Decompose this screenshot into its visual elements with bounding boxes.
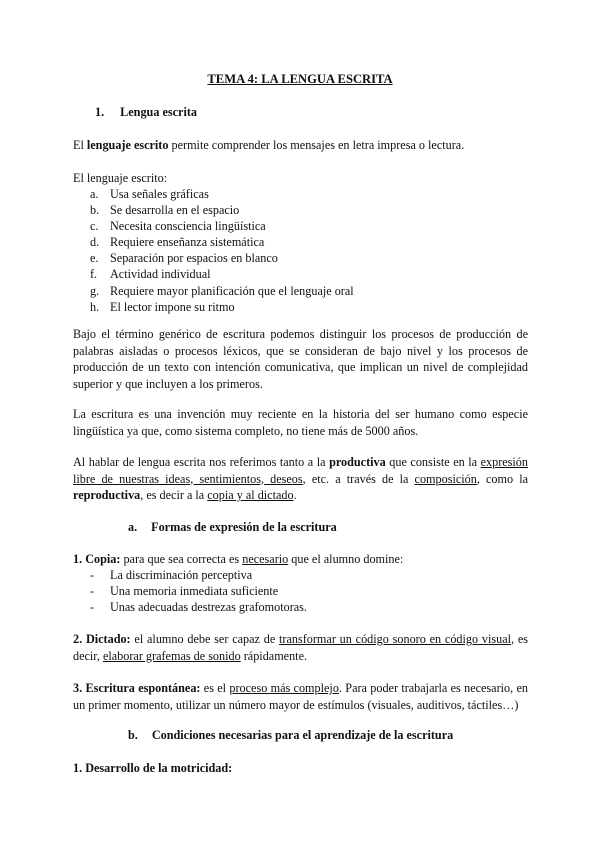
- list-item: [90, 186, 510, 202]
- list-marker: g.: [90, 283, 100, 298]
- heading-motricidad: 1. Desarrollo de la motricidad:: [73, 761, 233, 775]
- list-text: Necesita consciencia lingüística: [110, 219, 266, 234]
- list-text: El lector impone su ritmo: [110, 299, 235, 314]
- text-run: El: [73, 138, 87, 152]
- list-marker: c.: [90, 219, 99, 234]
- list-text: Separación por espacios en blanco: [110, 251, 278, 266]
- list-text: Actividad individual: [110, 267, 211, 282]
- list-text: Usa señales gráficas: [110, 187, 209, 201]
- subsection-heading-a: [128, 519, 337, 536]
- text-run: .: [293, 488, 297, 502]
- section-heading-1: [95, 104, 197, 121]
- list-text: Se desarrolla en el espacio: [110, 203, 240, 218]
- list-marker: b.: [90, 203, 100, 218]
- text-run: es el: [200, 681, 230, 695]
- list-text: Una memoria inmediata suficiente: [110, 584, 279, 598]
- copia-list: [90, 567, 510, 615]
- subsection-heading-b: [128, 727, 453, 744]
- list-marker: f.: [90, 267, 98, 282]
- underlined-term: expresión libre de nuestras ideas, sentimientos, deseos: [73, 455, 528, 486]
- text-run: para que sea correcta es: [120, 552, 243, 566]
- subsection-title: Condiciones necesarias para el aprendizaje de la escritura: [151, 728, 454, 742]
- section-title: Lengua escrita: [120, 105, 197, 119]
- subsection-title: Formas de expresión de la escritura: [151, 520, 337, 534]
- list-item: [90, 218, 510, 234]
- list-marker: e.: [90, 251, 99, 266]
- paragraph-procesos: Bajo el término genérico de escritura podemos distinguir los procesos de producción de palabras aisladas o procesos léxicos, que se consideran de bajo nivel y los procesos de producción de un texto con intención comunicativa, que implican un nivel de complejidad superior y que incluyen a los primeros.: [73, 327, 528, 391]
- list-item: [90, 567, 510, 583]
- text-run: que consiste en la: [385, 455, 481, 469]
- text-run: , es decir a la: [140, 488, 208, 502]
- bold-label: 2. Dictado:: [73, 632, 131, 646]
- underlined-term: transformar un código sonoro en código visual: [279, 632, 511, 646]
- list-text: Unas adecuadas destrezas grafomotoras.: [110, 600, 307, 614]
- paragraph-copia: [73, 551, 528, 568]
- underlined-term: copia y al dictado: [207, 488, 294, 502]
- paragraph-invencion: La escritura es una invención muy reciente en la historia del ser humano como especie lingüística ya que, como sistema completo, no tiene más de 5000 años.: [73, 407, 528, 438]
- list-marker: d.: [90, 235, 100, 250]
- list-item: [90, 583, 510, 599]
- list-text: Requiere mayor planificación que el lenguaje oral: [110, 283, 354, 298]
- paragraph-dictado: [73, 631, 528, 664]
- list-item: [90, 299, 510, 315]
- list-marker: -: [90, 600, 95, 614]
- list-item: [90, 266, 510, 282]
- list-item: [90, 250, 510, 266]
- list-item: [90, 234, 510, 250]
- text-run: . Para poder trabajarla es necesario, en un primer momento, utilizar un número mayor de estímulos (visuales, auditivos, táctiles…): [73, 681, 528, 712]
- list-marker: h.: [90, 299, 100, 314]
- underlined-term: composición: [414, 471, 477, 486]
- bold-term: lenguaje escrito: [86, 138, 169, 152]
- list-item: [90, 599, 510, 615]
- text-run: permite comprender los mensajes en letra impresa o lectura.: [168, 138, 465, 152]
- list-item: [90, 283, 510, 299]
- text-run: el alumno debe ser capaz de: [130, 632, 280, 646]
- subsection-marker: b.: [128, 728, 138, 742]
- paragraph-espontanea: [73, 680, 528, 713]
- paragraph-definition: [73, 137, 528, 154]
- page-title: TEMA 4: LA LENGUA ESCRITA: [207, 72, 393, 86]
- underlined-term: proceso más complejo: [229, 681, 339, 695]
- underlined-term: elaborar grafemas de sonido: [102, 648, 241, 663]
- features-list: [90, 186, 510, 315]
- text-run: rápidamente.: [240, 648, 308, 663]
- list-marker: a.: [90, 187, 99, 201]
- list-text: Requiere enseñanza sistemática: [110, 235, 265, 250]
- section-number: 1.: [95, 105, 105, 119]
- list-intro: El lenguaje escrito:: [73, 171, 168, 185]
- text-run: que el alumno domine:: [288, 552, 404, 566]
- bold-label: 1. Copia:: [73, 552, 121, 566]
- list-text: La discriminación perceptiva: [110, 568, 253, 582]
- list-marker: -: [90, 584, 95, 598]
- text-run: Al hablar de lengua escrita nos referimos tanto a la: [73, 455, 330, 469]
- text-run: , como la: [476, 471, 529, 486]
- bold-label: 3. Escritura espontánea:: [73, 681, 201, 695]
- subsection-marker: a.: [128, 520, 138, 534]
- underlined-term: necesario: [242, 552, 289, 566]
- paragraph-lengua-escrita: [73, 454, 528, 504]
- list-item: [90, 202, 510, 218]
- bold-term: reproductiva: [73, 488, 141, 502]
- text-run: , es decir,: [73, 632, 528, 663]
- list-marker: -: [90, 568, 95, 582]
- text-run: , etc. a través de la: [302, 471, 415, 486]
- bold-term: productiva: [329, 455, 386, 469]
